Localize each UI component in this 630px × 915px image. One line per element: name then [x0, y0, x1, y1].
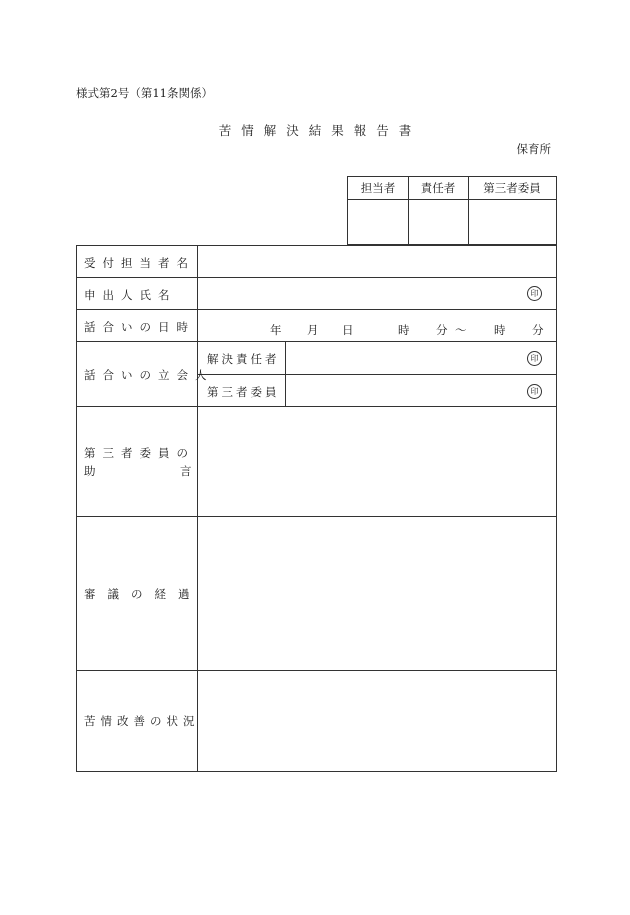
approval-stamp-grid [347, 176, 557, 245]
organization-name: 保育所 [516, 142, 551, 156]
deliberation-label: 審議の経過 [84, 587, 202, 601]
datetime-day: 日 [342, 323, 354, 337]
report-form-table [76, 245, 557, 772]
receptionist-field[interactable] [198, 246, 556, 277]
datetime-year: 年 [270, 323, 282, 337]
applicant-field[interactable] [198, 278, 556, 309]
document-title: 苦情解決結果報告書 [218, 123, 422, 138]
stamp-label-staff: 担当者 [360, 181, 396, 195]
third-party-advice-label-line2-right: 言 [180, 464, 192, 478]
improvement-status-label: 苦情改善の状況 [84, 714, 200, 728]
seal-icon: 印 [527, 351, 542, 366]
attendee-resolver-label: 解決責任者 [207, 352, 280, 366]
stamp-box-manager[interactable] [409, 200, 468, 245]
receptionist-label: 受付担当者名 [84, 256, 195, 270]
meeting-datetime-label: 話合いの日時 [84, 320, 195, 334]
third-party-advice-label-line2-left: 助 [84, 464, 96, 478]
third-party-advice-field[interactable] [198, 407, 556, 516]
deliberation-field[interactable] [198, 517, 556, 670]
datetime-month: 月 [307, 323, 319, 337]
datetime-minute-from: 分 [436, 323, 448, 337]
stamp-box-staff[interactable] [348, 200, 408, 245]
attendees-label: 話合いの立会人 [84, 368, 214, 382]
third-party-advice-label: 第三者委員の [84, 446, 195, 460]
datetime-range-mark: 〜 [455, 323, 467, 337]
stamp-label-third-party: 第三者委員 [483, 181, 541, 195]
attendee-third-party-field[interactable] [286, 375, 556, 406]
form-number: 様式第2号（第11条関係） [76, 86, 213, 100]
attendee-third-party-label: 第三者委員 [207, 385, 280, 399]
improvement-status-field[interactable] [198, 671, 556, 771]
datetime-minute-to: 分 [532, 323, 544, 337]
seal-icon: 印 [527, 286, 542, 301]
applicant-label: 申出人氏名 [84, 288, 177, 302]
seal-icon: 印 [527, 384, 542, 399]
stamp-label-manager: 責任者 [420, 181, 456, 195]
attendee-resolver-field[interactable] [286, 342, 556, 374]
datetime-hour-to: 時 [494, 323, 506, 337]
stamp-box-third-party[interactable] [469, 200, 556, 245]
datetime-hour-from: 時 [398, 323, 410, 337]
